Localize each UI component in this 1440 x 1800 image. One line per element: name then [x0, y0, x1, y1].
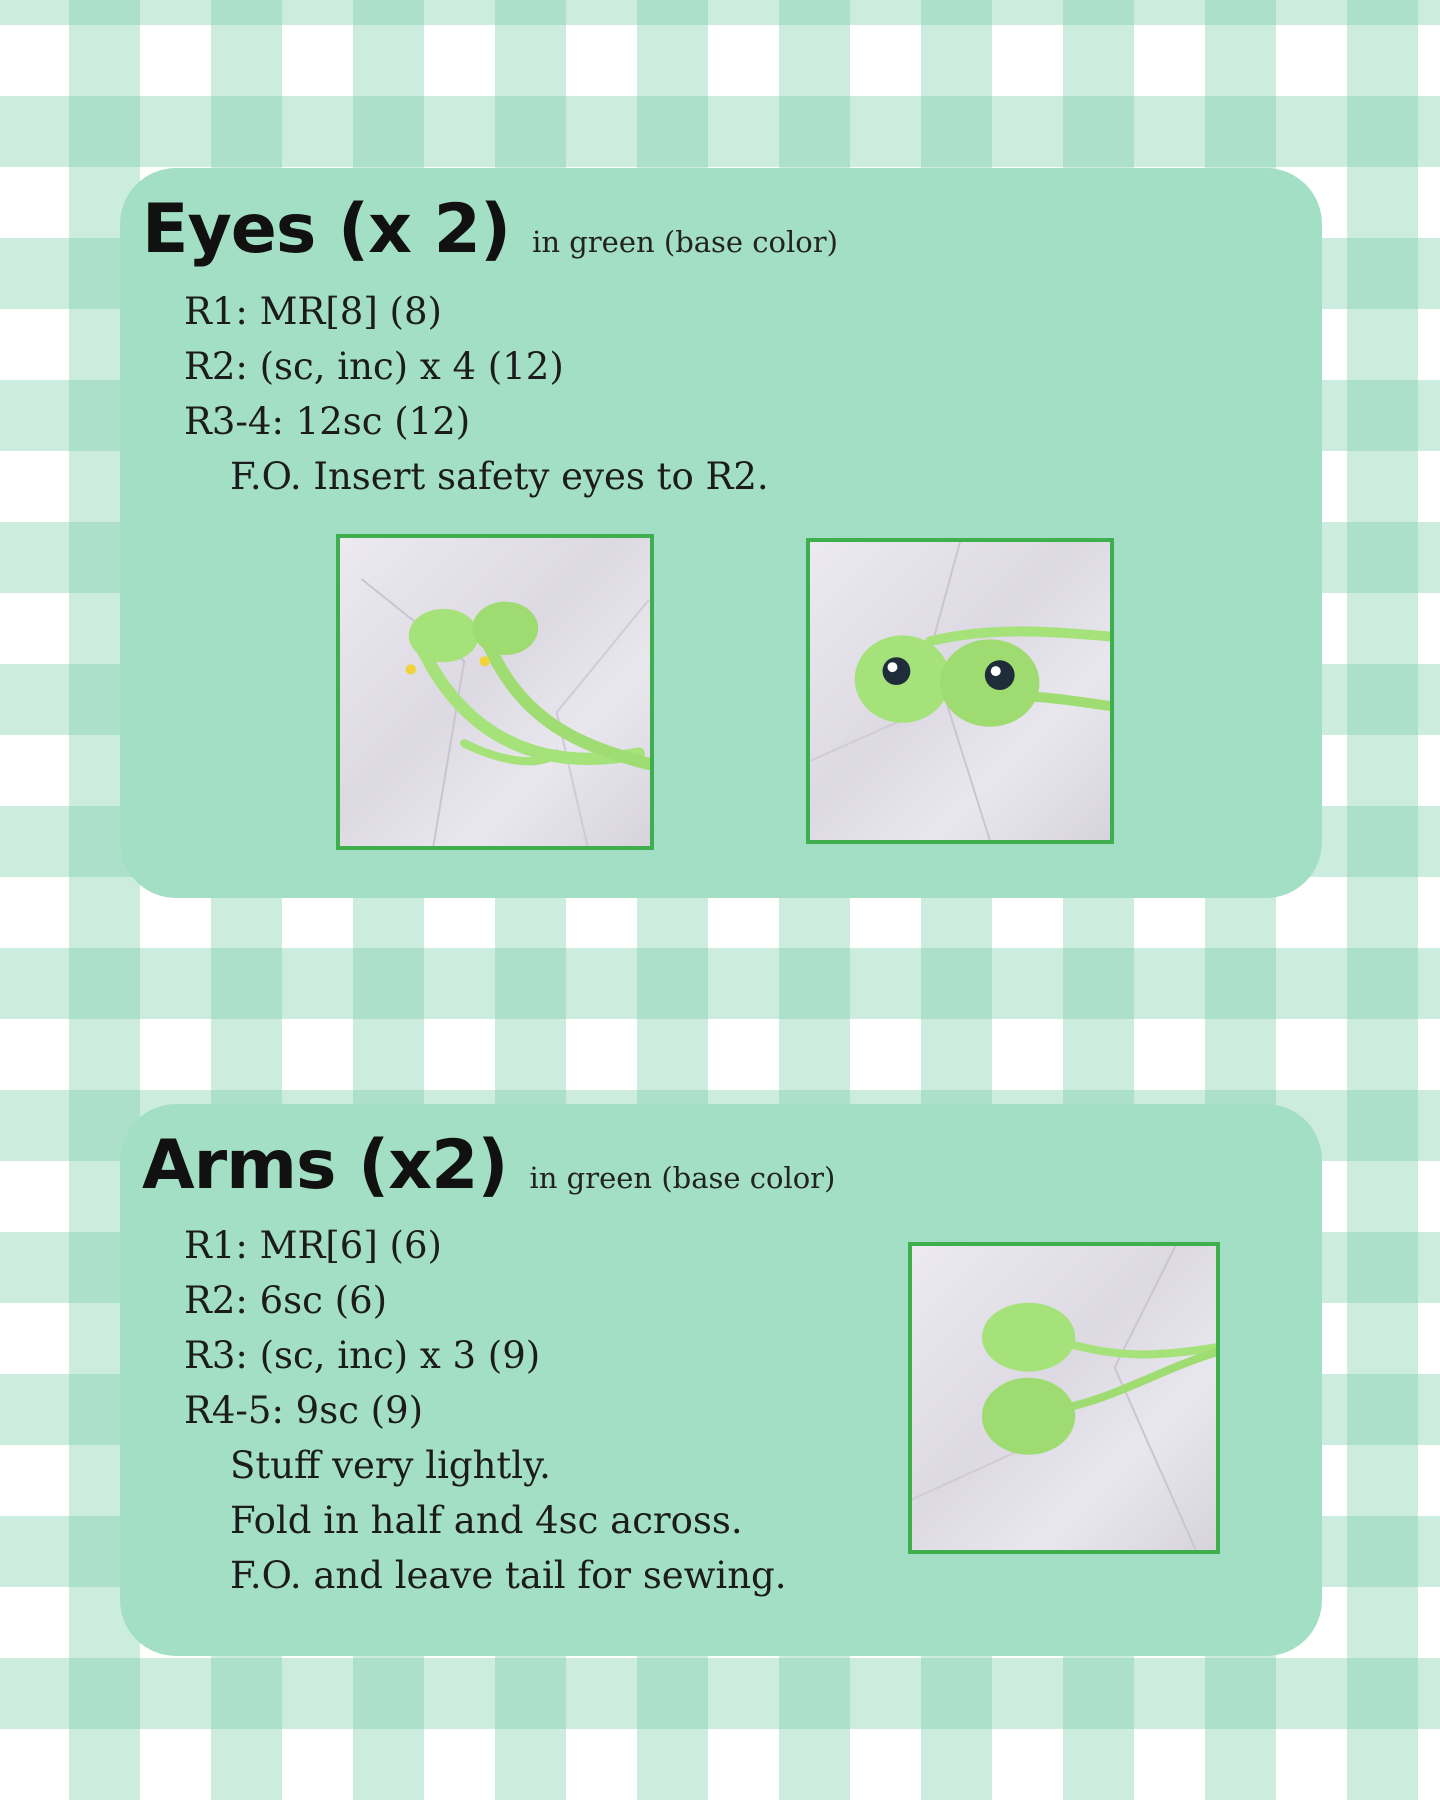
- crochet-arms-image: [912, 1246, 1216, 1550]
- eyes-photo-with-safety-eyes: [806, 538, 1114, 844]
- arms-section-card: [120, 1104, 1322, 1656]
- eyes-title: Eyes (x 2): [142, 190, 511, 269]
- eyes-step: R2: (sc, inc) x 4 (12): [184, 345, 564, 388]
- arms-step-note: Fold in half and 4sc across.: [230, 1499, 743, 1542]
- eyes-step: R3-4: 12sc (12): [184, 400, 471, 443]
- eyes-section-card: [120, 168, 1322, 898]
- crochet-eyes-no-safety-eyes-image: [340, 538, 650, 846]
- arms-step: R3: (sc, inc) x 3 (9): [184, 1334, 541, 1377]
- eyes-photo-unstuffed: [336, 534, 654, 850]
- arms-step-note: Stuff very lightly.: [230, 1444, 551, 1487]
- crochet-eyes-with-safety-eyes-image: [810, 542, 1110, 840]
- eyes-step-note: F.O. Insert safety eyes to R2.: [230, 455, 769, 498]
- arms-step-note: F.O. and leave tail for sewing.: [230, 1554, 787, 1597]
- arms-step: R1: MR[6] (6): [184, 1224, 442, 1267]
- arms-photo: [908, 1242, 1220, 1554]
- eyes-steps-list: [184, 284, 769, 504]
- arms-step: R4-5: 9sc (9): [184, 1389, 424, 1432]
- arms-title: Arms (x2): [142, 1126, 508, 1205]
- eyes-subtitle: in green (base color): [532, 225, 838, 259]
- arms-step: R2: 6sc (6): [184, 1279, 388, 1322]
- eyes-step: R1: MR[8] (8): [184, 290, 442, 333]
- arms-subtitle: in green (base color): [529, 1161, 836, 1195]
- arms-heading: [142, 1126, 835, 1205]
- arms-steps-list: [184, 1218, 786, 1603]
- eyes-heading: [142, 190, 838, 269]
